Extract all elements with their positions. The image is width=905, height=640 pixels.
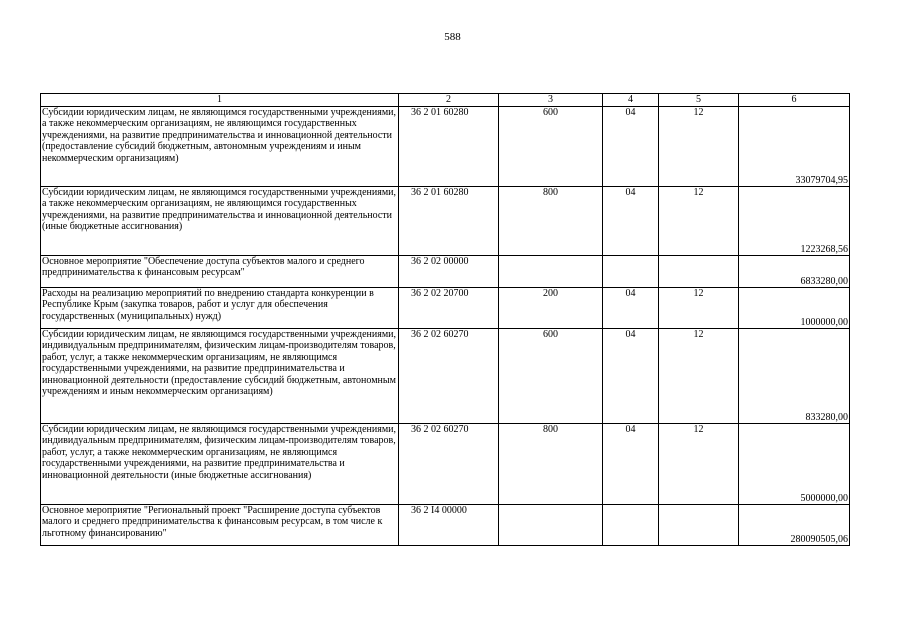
row-name-cell: Субсидии юридическим лицам, не являющимся государственными учреждениями, индивидуальным предпринимателям, физическим лицам-производителям товаров, работ, услуг, а также некоммерческим организациям, не являющимся государственными учреждениями, на развитие предпринимательства и инновационной деятельности (предоставление субсидий бюджетным, автономным учреждениям и иным некоммерческим организациям)	[41, 329, 399, 424]
row-col4-cell: 04	[603, 107, 659, 187]
row-col3-cell: 600	[499, 329, 603, 424]
row-col5-cell: 12	[659, 107, 739, 187]
header-cell: 1	[41, 94, 399, 107]
row-name-cell: Основное мероприятие "Обеспечение доступа субъектов малого и среднего предпринимательства к финансовым ресурсам"	[41, 256, 399, 288]
row-sum-cell: 1223268,56	[739, 187, 850, 256]
table-row	[41, 107, 850, 187]
row-col3-cell	[499, 256, 603, 288]
table-row	[41, 256, 850, 288]
row-code-cell: 36 2 02 60270	[399, 329, 499, 424]
row-col4-cell: 04	[603, 329, 659, 424]
row-name-cell: Субсидии юридическим лицам, не являющимся государственными учреждениями, а также некоммерческим организациям, не являющимся государственных учреждениями, на развитие предпринимательства и инновационной деятельности (предоставление субсидий бюджетным, автономным учреждениям и иным некоммерческим организациям)	[41, 107, 399, 187]
header-cell: 2	[399, 94, 499, 107]
row-name-cell: Основное мероприятие "Региональный проект "Расширение доступа субъектов малого и среднего предпринимательства к финансовым ресурсам, в том числе к льготному финансированию"	[41, 505, 399, 546]
row-col5-cell	[659, 505, 739, 546]
row-col4-cell	[603, 505, 659, 546]
budget-table	[40, 93, 850, 546]
row-col5-cell	[659, 256, 739, 288]
row-col5-cell: 12	[659, 329, 739, 424]
row-code-cell: 36 2 02 00000	[399, 256, 499, 288]
row-code-cell: 36 2 01 60280	[399, 107, 499, 187]
table-row	[41, 288, 850, 329]
row-col5-cell: 12	[659, 187, 739, 256]
header-cell: 3	[499, 94, 603, 107]
row-sum-cell: 1000000,00	[739, 288, 850, 329]
row-sum-cell: 6833280,00	[739, 256, 850, 288]
row-code-cell: 36 2 02 20700	[399, 288, 499, 329]
row-sum-cell: 33079704,95	[739, 107, 850, 187]
row-col5-cell: 12	[659, 288, 739, 329]
row-col4-cell: 04	[603, 187, 659, 256]
row-code-cell: 36 2 02 60270	[399, 424, 499, 505]
row-col4-cell: 04	[603, 288, 659, 329]
row-name-cell: Субсидии юридическим лицам, не являющимся государственными учреждениями, а также некоммерческим организациям, не являющимся государственных учреждениями, на развитие предпринимательства и инновационной деятельности (иные бюджетные ассигнования)	[41, 187, 399, 256]
row-sum-cell: 280090505,06	[739, 505, 850, 546]
row-col3-cell	[499, 505, 603, 546]
table-row	[41, 424, 850, 505]
row-col4-cell: 04	[603, 424, 659, 505]
table-row	[41, 187, 850, 256]
row-name-cell: Субсидии юридическим лицам, не являющимся государственными учреждениями, индивидуальным предпринимателям, физическим лицам-производителям товаров, работ, услуг, а также некоммерческим организациям, не являющимся государственными учреждениями, на развитие предпринимательства и инновационной деятельности (иные бюджетные ассигнования)	[41, 424, 399, 505]
page-number: 588	[444, 31, 461, 43]
row-col3-cell: 800	[499, 187, 603, 256]
row-sum-cell: 833280,00	[739, 329, 850, 424]
table-header-row	[41, 94, 850, 107]
header-cell: 4	[603, 94, 659, 107]
row-code-cell: 36 2 I4 00000	[399, 505, 499, 546]
row-col3-cell: 600	[499, 107, 603, 187]
row-col3-cell: 200	[499, 288, 603, 329]
row-col3-cell: 800	[499, 424, 603, 505]
row-code-cell: 36 2 01 60280	[399, 187, 499, 256]
row-name-cell: Расходы на реализацию мероприятий по внедрению стандарта конкуренции в Республике Крым (закупка товаров, работ и услуг для обеспечения государственных (муниципальных) нужд)	[41, 288, 399, 329]
table-row	[41, 329, 850, 424]
row-col4-cell	[603, 256, 659, 288]
table-row	[41, 505, 850, 546]
row-col5-cell: 12	[659, 424, 739, 505]
header-cell: 5	[659, 94, 739, 107]
header-cell: 6	[739, 94, 850, 107]
row-sum-cell: 5000000,00	[739, 424, 850, 505]
